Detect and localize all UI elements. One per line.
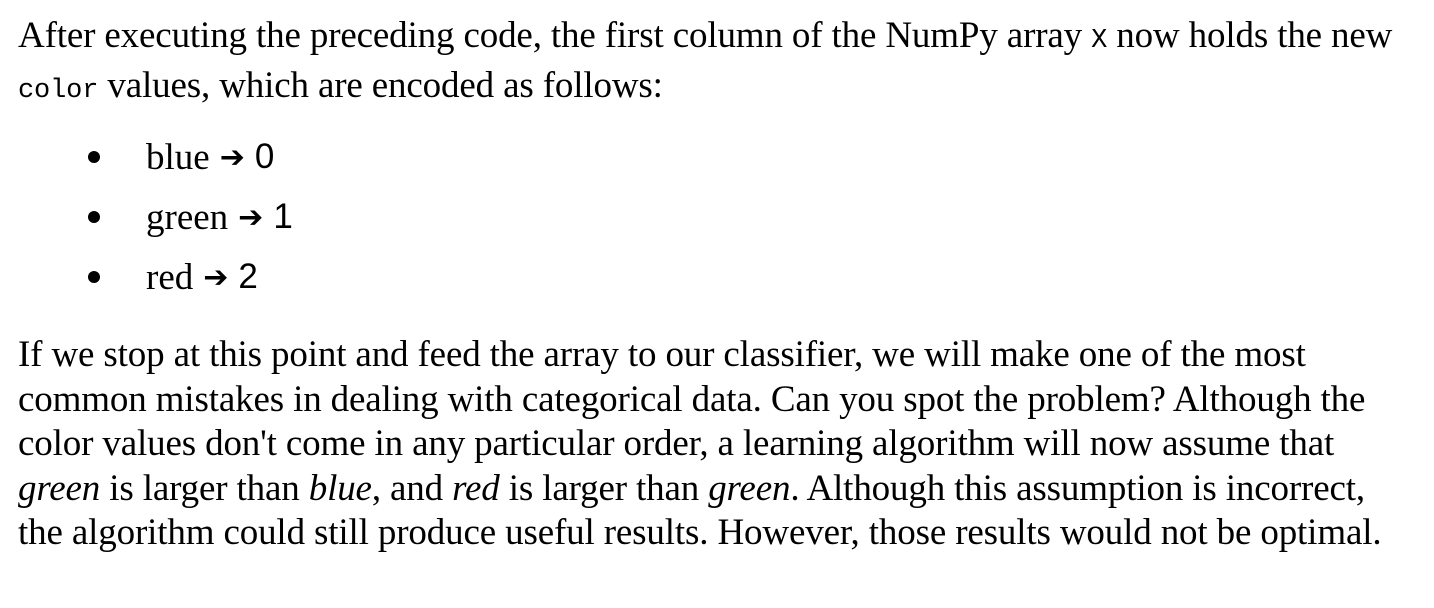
explanation-text-2: is larger than [100,467,309,509]
arrow-right-icon: ➔ [203,259,229,295]
intro-text-3: values, which are encoded as follows: [98,64,663,106]
document-page [18,14,1418,556]
explanation-text-5: . Although this assumption is incorrect, the algorithm could still produce useful results. However, those results would not be optimal. [18,467,1382,553]
emphasis-green-2: green [708,467,791,509]
bullet-icon [88,211,100,223]
encoded-value: 0 [254,137,275,176]
emphasis-red: red [452,467,500,509]
emphasis-green: green [18,467,101,509]
intro-text-2: now holds the new [1107,15,1393,56]
color-label: green [146,196,229,238]
intro-text-1: After executing the preceding code, the first column of the NumPy array [18,15,1092,56]
explanation-text-4: is larger than [499,467,709,509]
explanation-paragraph [18,333,1418,556]
bullet-icon [88,151,100,163]
arrow-right-icon: ➔ [219,139,245,175]
list-item [18,127,1418,187]
color-label: red [146,256,194,298]
intro-paragraph [18,14,1418,113]
emphasis-blue: blue [308,467,372,509]
encoded-value: 2 [238,257,258,296]
explanation-text-1: If we stop at this point and feed the array to our classifier, we will make one of the most common mistakes in dealing with categorical data. Can you spot the problem? Although the color values don't come in any particular order, a learning algorithm will now assume that [18,334,1366,464]
arrow-right-icon: ➔ [238,199,264,235]
encoding-list [18,127,1418,307]
code-color: color [18,75,99,106]
encoded-value: 1 [273,197,293,236]
list-item [18,247,1418,307]
bullet-icon [88,271,100,283]
list-item [18,187,1418,247]
explanation-text-3: , and [371,467,453,509]
color-label: blue [146,136,210,178]
code-x: X [1091,26,1108,56]
